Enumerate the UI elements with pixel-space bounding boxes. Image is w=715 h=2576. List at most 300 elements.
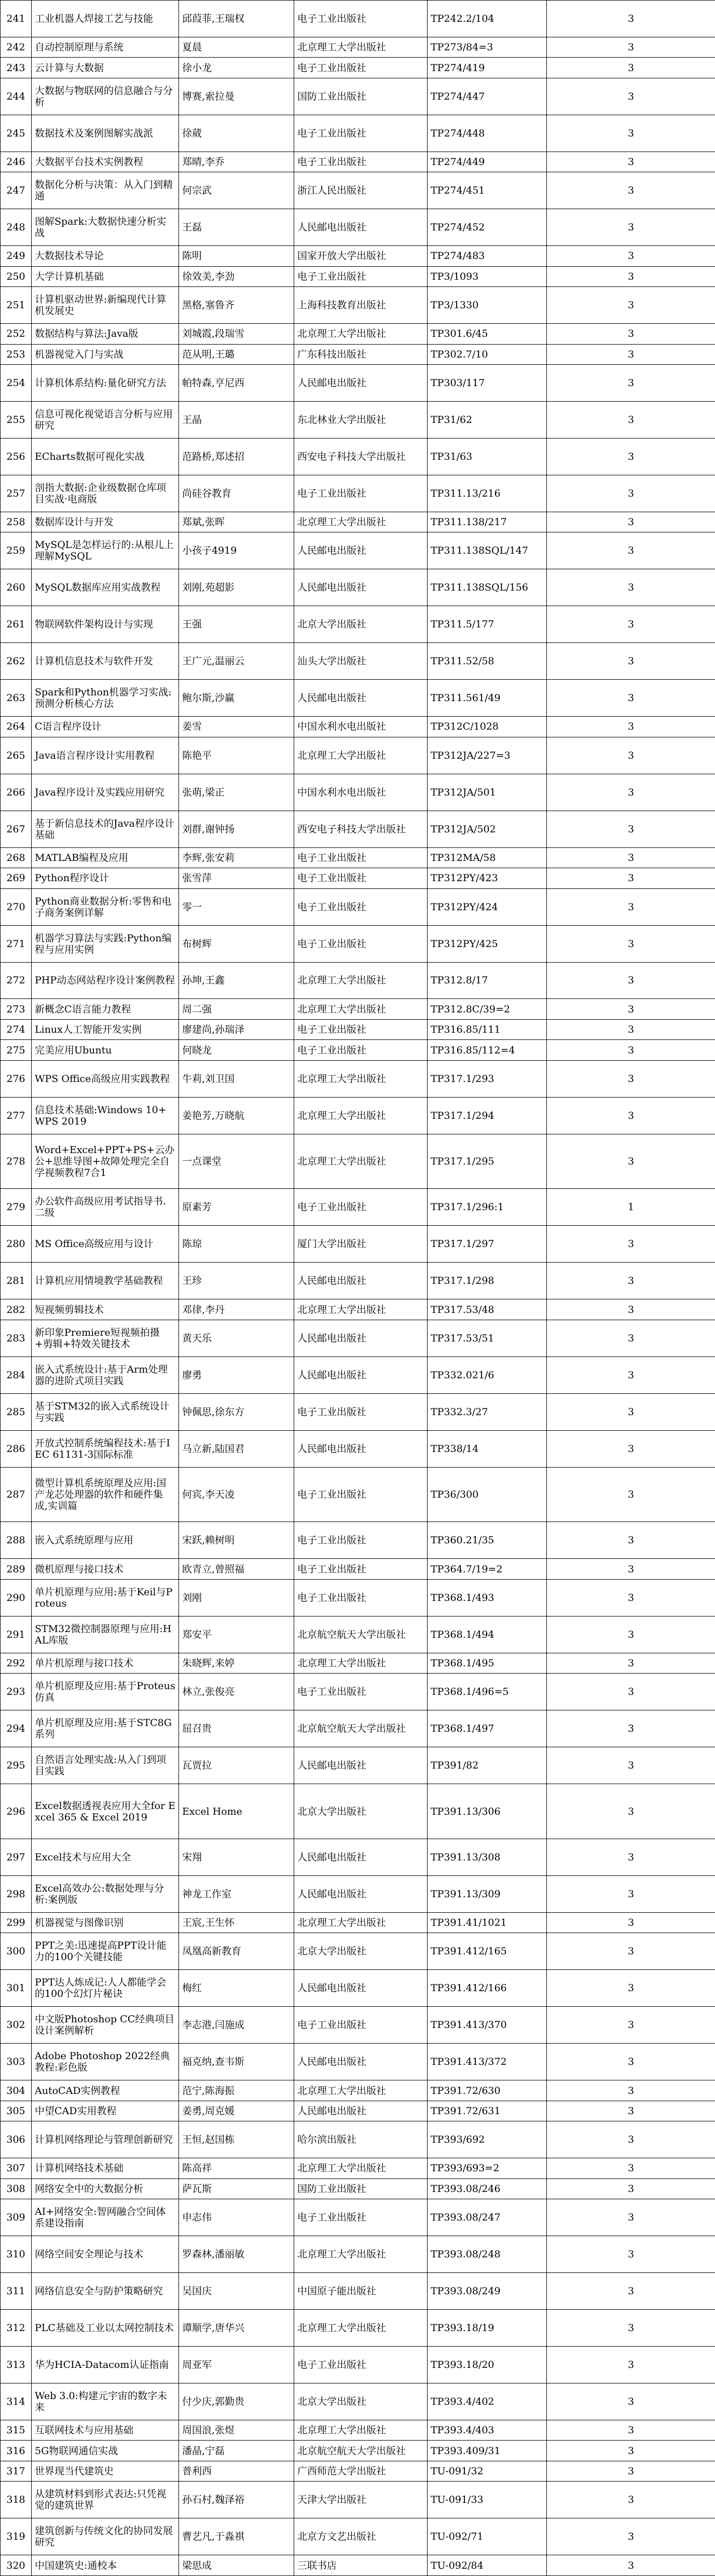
book-call-number: TU-092/84 — [428, 2555, 547, 2576]
book-call-number: TP332.3/27 — [428, 1393, 547, 1430]
book-author: 宋跃,赖树明 — [179, 1522, 294, 1559]
book-number: 279 — [1, 1189, 32, 1226]
book-publisher: 电子工业出版社 — [294, 1579, 428, 1616]
book-number: 243 — [1, 58, 32, 78]
book-quantity: 3 — [547, 2121, 715, 2158]
book-author: 神龙工作室 — [179, 1875, 294, 1912]
book-call-number: TP391.72/631 — [428, 2101, 547, 2121]
book-author: 刘城霞,段瑞雪 — [179, 324, 294, 344]
book-call-number: TP393.08/248 — [428, 2236, 547, 2273]
table-row — [1, 266, 715, 286]
book-quantity: 3 — [547, 401, 715, 438]
table-row — [1, 1299, 715, 1320]
table-row — [1, 246, 715, 266]
book-quantity: 3 — [547, 2272, 715, 2309]
book-call-number: TP311.52/58 — [428, 643, 547, 680]
book-number: 283 — [1, 1320, 32, 1356]
book-number: 317 — [1, 2461, 32, 2481]
book-author: 马立新,陆国君 — [179, 1430, 294, 1467]
table-row — [1, 2383, 715, 2420]
table-row — [1, 1559, 715, 1579]
book-call-number: TP274/448 — [428, 115, 547, 152]
book-author: 宋翔 — [179, 1839, 294, 1875]
book-call-number: TP316.85/112=4 — [428, 1040, 547, 1060]
book-author: 徐小龙 — [179, 58, 294, 78]
book-title: 单片机原理及应用:基于Proteus仿真 — [32, 1674, 179, 1710]
book-publisher: 北京大学出版社 — [294, 1933, 428, 1970]
book-title: 开放式控制系统编程技术:基于IEC 61131-3国际标准 — [32, 1430, 179, 1467]
table-row — [1, 569, 715, 606]
book-number: 291 — [1, 1616, 32, 1653]
book-author: 零一 — [179, 888, 294, 925]
book-number: 271 — [1, 925, 32, 962]
book-author: 鲍尔斯,沙赢 — [179, 680, 294, 717]
book-author: 周亚军 — [179, 2346, 294, 2383]
book-call-number: TP391.412/166 — [428, 1970, 547, 2007]
book-quantity: 3 — [547, 78, 715, 115]
book-call-number: TP274/447 — [428, 78, 547, 115]
book-publisher: 北京理工大学出版社 — [294, 999, 428, 1019]
book-call-number: TP303/117 — [428, 364, 547, 401]
book-publisher: 人民邮电出版社 — [294, 1875, 428, 1912]
book-number: 299 — [1, 1912, 32, 1933]
book-call-number: TU-091/32 — [428, 2461, 547, 2481]
book-publisher: 人民邮电出版社 — [294, 532, 428, 569]
book-publisher: 北京方文艺出版社 — [294, 2518, 428, 2555]
table-row — [1, 1356, 715, 1393]
book-quantity: 3 — [547, 1747, 715, 1784]
book-number: 275 — [1, 1040, 32, 1060]
book-title: 信息可视化视觉语言分析与应用研究 — [32, 401, 179, 438]
book-call-number: TP391.41/1021 — [428, 1912, 547, 1933]
book-author: 何晓龙 — [179, 1040, 294, 1060]
book-quantity: 3 — [547, 1616, 715, 1653]
book-call-number: TP31/62 — [428, 401, 547, 438]
book-title: 办公软件高级应用考试指导书.二级 — [32, 1189, 179, 1226]
book-quantity: 3 — [547, 1710, 715, 1747]
book-number: 246 — [1, 152, 32, 172]
book-number: 251 — [1, 287, 32, 324]
table-row — [1, 2178, 715, 2199]
book-number: 248 — [1, 209, 32, 246]
book-author: 李志港,闫施成 — [179, 2007, 294, 2044]
book-call-number: TP311.138SQL/147 — [428, 532, 547, 569]
book-title: 云计算与大数据 — [32, 58, 179, 78]
book-author: 范从明,王璐 — [179, 344, 294, 364]
book-number: 255 — [1, 401, 32, 438]
book-call-number: TP393.18/19 — [428, 2309, 547, 2346]
book-call-number: TP274/419 — [428, 58, 547, 78]
book-call-number: TP332.021/6 — [428, 1356, 547, 1393]
book-call-number: TP317.1/298 — [428, 1263, 547, 1299]
book-quantity: 3 — [547, 1579, 715, 1616]
book-author: 张雪萍 — [179, 868, 294, 888]
table-row — [1, 1747, 715, 1784]
book-publisher: 北京理工大学出版社 — [294, 1134, 428, 1189]
book-title: Excel数据透视表应用大全for Excel 365 & Excel 2019 — [32, 1784, 179, 1839]
book-number: 263 — [1, 680, 32, 717]
book-call-number: TP316.85/111 — [428, 1019, 547, 1039]
book-call-number: TP274/452 — [428, 209, 547, 246]
book-publisher: 人民邮电出版社 — [294, 1970, 428, 2007]
book-number: 267 — [1, 811, 32, 847]
table-row — [1, 2080, 715, 2101]
book-call-number: TP312JA/227=3 — [428, 737, 547, 774]
book-number: 320 — [1, 2555, 32, 2576]
table-row — [1, 1970, 715, 2007]
table-row — [1, 2236, 715, 2273]
book-call-number: TP368.1/494 — [428, 1616, 547, 1653]
table-row — [1, 2461, 715, 2481]
book-quantity: 3 — [547, 1522, 715, 1559]
book-publisher: 中国原子能出版社 — [294, 2272, 428, 2309]
book-author: 梅红 — [179, 1970, 294, 2007]
table-row — [1, 115, 715, 152]
book-number: 287 — [1, 1467, 32, 1522]
book-quantity: 3 — [547, 888, 715, 925]
book-call-number: TP368.1/493 — [428, 1579, 547, 1616]
book-author: 罗森林,潘丽敏 — [179, 2236, 294, 2273]
book-title: 数据化分析与决策：从入门到精通 — [32, 172, 179, 209]
book-title: 嵌入式系统设计:基于Arm处理器的进阶式项目实践 — [32, 1356, 179, 1393]
book-quantity: 3 — [547, 2044, 715, 2080]
book-publisher: 人民邮电出版社 — [294, 1320, 428, 1356]
book-publisher: 电子工业出版社 — [294, 152, 428, 172]
book-publisher: 电子工业出版社 — [294, 1522, 428, 1559]
book-publisher: 电子工业出版社 — [294, 2346, 428, 2383]
book-author: 郑斌,张晖 — [179, 512, 294, 532]
book-number: 280 — [1, 1226, 32, 1263]
book-title: 自然语言处理实战:从入门到项目实践 — [32, 1747, 179, 1784]
book-call-number: TP391.413/370 — [428, 2007, 547, 2044]
book-number: 308 — [1, 2178, 32, 2199]
book-author: 潘晶,宁磊 — [179, 2441, 294, 2461]
book-author: 朱晓辉,来婷 — [179, 1653, 294, 1673]
table-row — [1, 2101, 715, 2121]
book-author: 凤凰高新教育 — [179, 1933, 294, 1970]
book-publisher: 电子工业出版社 — [294, 925, 428, 962]
table-row — [1, 2272, 715, 2309]
book-title: 大学计算机基础 — [32, 266, 179, 286]
table-row — [1, 287, 715, 324]
book-title: 数据技术及案例图解实战派 — [32, 115, 179, 152]
book-author: 姜艳芳,万晓航 — [179, 1097, 294, 1134]
book-call-number: TP312JA/501 — [428, 774, 547, 811]
book-publisher: 北京理工大学出版社 — [294, 512, 428, 532]
table-row — [1, 847, 715, 868]
book-title: 建筑创新与传统文化的协同发展研究 — [32, 2518, 179, 2555]
book-call-number: TP242.2/104 — [428, 1, 547, 37]
book-quantity: 3 — [547, 1674, 715, 1710]
book-quantity: 3 — [547, 2158, 715, 2178]
book-author: 黑格,塞鲁齐 — [179, 287, 294, 324]
table-row — [1, 344, 715, 364]
book-author: 瓦贾拉 — [179, 1747, 294, 1784]
book-author: 帕特森,亨尼西 — [179, 364, 294, 401]
book-number: 282 — [1, 1299, 32, 1320]
book-title: 信息技术基础:Windows 10+WPS 2019 — [32, 1097, 179, 1134]
book-number: 298 — [1, 1875, 32, 1912]
table-row — [1, 1263, 715, 1299]
book-title: MATLAB编程及应用 — [32, 847, 179, 868]
book-publisher: 西安电子科技大学出版社 — [294, 438, 428, 475]
book-quantity: 3 — [547, 2346, 715, 2383]
book-author: Excel Home — [179, 1784, 294, 1839]
book-title: 计算机体系结构:量化研究方法 — [32, 364, 179, 401]
book-author: 周二强 — [179, 999, 294, 1019]
book-quantity: 3 — [547, 152, 715, 172]
book-publisher: 北京大学出版社 — [294, 2383, 428, 2420]
book-title: 工业机器人焊接工艺与技能 — [32, 1, 179, 37]
book-call-number: TP393.4/402 — [428, 2383, 547, 2420]
book-number: 284 — [1, 1356, 32, 1393]
book-quantity: 3 — [547, 1430, 715, 1467]
table-row — [1, 1674, 715, 1710]
book-publisher: 电子工业出版社 — [294, 868, 428, 888]
book-quantity: 3 — [547, 1, 715, 37]
table-row — [1, 2420, 715, 2440]
table-row — [1, 1060, 715, 1097]
book-publisher: 人民邮电出版社 — [294, 1430, 428, 1467]
book-title: STM32微控制器原理与应用:HAL库版 — [32, 1616, 179, 1653]
book-quantity: 3 — [547, 1040, 715, 1060]
book-number: 288 — [1, 1522, 32, 1559]
book-quantity: 3 — [547, 680, 715, 717]
book-title: 单片机原理与应用:基于Keil与Proteus — [32, 1579, 179, 1616]
table-row — [1, 78, 715, 115]
book-author: 何宾,李天凌 — [179, 1467, 294, 1522]
book-call-number: TP391.413/372 — [428, 2044, 547, 2080]
book-number: 277 — [1, 1097, 32, 1134]
book-title: 大数据与物联网的信息融合与分析 — [32, 78, 179, 115]
book-call-number: TP312PY/424 — [428, 888, 547, 925]
book-number: 307 — [1, 2158, 32, 2178]
book-number: 305 — [1, 2101, 32, 2121]
book-publisher: 电子工业出版社 — [294, 1189, 428, 1226]
book-number: 285 — [1, 1393, 32, 1430]
book-quantity: 3 — [547, 246, 715, 266]
book-publisher: 广西师范大学出版社 — [294, 2461, 428, 2481]
book-author: 王强 — [179, 606, 294, 643]
book-title: AutoCAD实例教程 — [32, 2080, 179, 2101]
book-number: 306 — [1, 2121, 32, 2158]
book-call-number: TP391.412/165 — [428, 1933, 547, 1970]
book-number: 301 — [1, 1970, 32, 2007]
book-publisher: 北京大学出版社 — [294, 1784, 428, 1839]
book-author: 范路桥,郑述招 — [179, 438, 294, 475]
book-number: 293 — [1, 1674, 32, 1710]
book-publisher: 北京理工大学出版社 — [294, 2420, 428, 2440]
book-title: 从建筑材料到形式表达:只凭视觉的建筑世界 — [32, 2482, 179, 2518]
book-call-number: TP273/84=3 — [428, 37, 547, 57]
book-number: 249 — [1, 246, 32, 266]
book-quantity: 3 — [547, 58, 715, 78]
table-row — [1, 1579, 715, 1616]
book-author: 梁思成 — [179, 2555, 294, 2576]
book-publisher: 人民邮电出版社 — [294, 1839, 428, 1875]
table-row — [1, 811, 715, 847]
book-call-number: TP364.7/19=2 — [428, 1559, 547, 1579]
book-call-number: TP312PY/425 — [428, 925, 547, 962]
book-title: 机器视觉入门与实战 — [32, 344, 179, 364]
book-title: MySQL数据库应用实战教程 — [32, 569, 179, 606]
book-call-number: TP3/1330 — [428, 287, 547, 324]
book-title: 微机原理与接口技术 — [32, 1559, 179, 1579]
table-row — [1, 1320, 715, 1356]
book-publisher: 电子工业出版社 — [294, 1393, 428, 1430]
book-publisher: 人民邮电出版社 — [294, 569, 428, 606]
book-publisher: 北京理工大学出版社 — [294, 2158, 428, 2178]
book-publisher: 浙江人民出版社 — [294, 172, 428, 209]
book-title: C语言程序设计 — [32, 717, 179, 737]
book-number: 261 — [1, 606, 32, 643]
book-publisher: 北京大学出版社 — [294, 606, 428, 643]
book-author: 原素芳 — [179, 1189, 294, 1226]
book-number: 318 — [1, 2482, 32, 2518]
book-author: 邓律,李丹 — [179, 1299, 294, 1320]
book-quantity: 3 — [547, 1784, 715, 1839]
book-author: 刘刚 — [179, 1579, 294, 1616]
book-quantity: 3 — [547, 962, 715, 999]
book-quantity: 3 — [547, 2309, 715, 2346]
book-number: 286 — [1, 1430, 32, 1467]
book-publisher: 人民邮电出版社 — [294, 209, 428, 246]
table-row — [1, 2158, 715, 2178]
table-row — [1, 1019, 715, 1039]
book-call-number: TP311.5/177 — [428, 606, 547, 643]
book-number: 247 — [1, 172, 32, 209]
book-quantity: 3 — [547, 1970, 715, 2007]
book-publisher: 北京航空航天大学出版社 — [294, 1616, 428, 1653]
book-author: 钟佩思,徐东方 — [179, 1393, 294, 1430]
book-number: 314 — [1, 2383, 32, 2420]
book-author: 屈召贵 — [179, 1710, 294, 1747]
book-number: 270 — [1, 888, 32, 925]
book-publisher: 哈尔滨出版社 — [294, 2121, 428, 2158]
book-author: 付少庆,郭勤贵 — [179, 2383, 294, 2420]
book-title: Spark和Python机器学习实战:预测分析核心方法 — [32, 680, 179, 717]
book-title: 网络信息安全与防护策略研究 — [32, 2272, 179, 2309]
book-publisher: 电子工业出版社 — [294, 2007, 428, 2044]
book-quantity: 3 — [547, 847, 715, 868]
table-row — [1, 1189, 715, 1226]
book-author: 王广元,温丽云 — [179, 643, 294, 680]
book-title: MS Office高级应用与设计 — [32, 1226, 179, 1263]
book-number: 273 — [1, 999, 32, 1019]
book-call-number: TP317.1/294 — [428, 1097, 547, 1134]
book-quantity: 3 — [547, 172, 715, 209]
book-publisher: 电子工业出版社 — [294, 1467, 428, 1522]
book-author: 萨瓦斯 — [179, 2178, 294, 2199]
book-quantity: 3 — [547, 1356, 715, 1393]
book-title: Java程序设计及实践应用研究 — [32, 774, 179, 811]
book-call-number: TP274/483 — [428, 246, 547, 266]
book-title: Java语言程序设计实用教程 — [32, 737, 179, 774]
book-title: PLC基础及工业以太网控制技术 — [32, 2309, 179, 2346]
book-number: 250 — [1, 266, 32, 286]
book-publisher: 北京理工大学出版社 — [294, 2309, 428, 2346]
book-call-number: TP317.1/297 — [428, 1226, 547, 1263]
book-author: 郑安平 — [179, 1616, 294, 1653]
book-quantity: 3 — [547, 2199, 715, 2236]
book-number: 264 — [1, 717, 32, 737]
book-title: 世界现当代建筑史 — [32, 2461, 179, 2481]
book-call-number: TP368.1/495 — [428, 1653, 547, 1673]
table-row — [1, 58, 715, 78]
table-row — [1, 2555, 715, 2576]
book-title: PHP动态网站程序设计案例教程 — [32, 962, 179, 999]
book-call-number: TP274/449 — [428, 152, 547, 172]
book-title: 单片机原理与接口技术 — [32, 1653, 179, 1673]
book-quantity: 3 — [547, 1933, 715, 1970]
book-call-number: TP360.21/35 — [428, 1522, 547, 1559]
book-publisher: 北京理工大学出版社 — [294, 1912, 428, 1933]
book-publisher: 厦门大学出版社 — [294, 1226, 428, 1263]
book-call-number: TP274/451 — [428, 172, 547, 209]
book-number: 242 — [1, 37, 32, 57]
book-publisher: 电子工业出版社 — [294, 1, 428, 37]
book-number: 309 — [1, 2199, 32, 2236]
book-call-number: TP36/300 — [428, 1467, 547, 1522]
book-title: 单片机原理及应用:基于STC8G系列 — [32, 1710, 179, 1747]
book-author: 夏晨 — [179, 37, 294, 57]
book-publisher: 东北林业大学出版社 — [294, 401, 428, 438]
table-row — [1, 1430, 715, 1467]
book-quantity: 3 — [547, 1226, 715, 1263]
book-number: 257 — [1, 475, 32, 512]
table-row — [1, 2044, 715, 2080]
book-quantity: 3 — [547, 2080, 715, 2101]
book-title: Web 3.0:构建元宇宙的数字未来 — [32, 2383, 179, 2420]
book-quantity: 3 — [547, 438, 715, 475]
book-number: 278 — [1, 1134, 32, 1189]
book-number: 303 — [1, 2044, 32, 2080]
book-title: 基于新信息技术的Java程序设计基础 — [32, 811, 179, 847]
book-number: 315 — [1, 2420, 32, 2440]
book-quantity: 3 — [547, 1912, 715, 1933]
book-number: 254 — [1, 364, 32, 401]
book-quantity: 3 — [547, 999, 715, 1019]
book-number: 316 — [1, 2441, 32, 2461]
book-number: 265 — [1, 737, 32, 774]
book-title: 5G物联网通信实战 — [32, 2441, 179, 2461]
book-author: 刘刚,苑超影 — [179, 569, 294, 606]
book-call-number: TP311.138SQL/156 — [428, 569, 547, 606]
table-row — [1, 512, 715, 532]
book-publisher: 北京理工大学出版社 — [294, 2080, 428, 2101]
book-quantity: 3 — [547, 344, 715, 364]
book-title: 自动控制原理与系统 — [32, 37, 179, 57]
book-quantity: 3 — [547, 2236, 715, 2273]
book-author: 黄天乐 — [179, 1320, 294, 1356]
book-publisher: 国家开放大学出版社 — [294, 246, 428, 266]
book-author: 姜雪 — [179, 717, 294, 737]
table-row — [1, 1839, 715, 1875]
book-author: 姜勇,周克媛 — [179, 2101, 294, 2121]
book-title: 大数据技术导论 — [32, 246, 179, 266]
book-call-number: TU-091/33 — [428, 2482, 547, 2518]
book-title: 计算机网络技术基础 — [32, 2158, 179, 2178]
book-publisher: 北京理工大学出版社 — [294, 962, 428, 999]
book-publisher: 北京理工大学出版社 — [294, 2236, 428, 2273]
book-publisher: 电子工业出版社 — [294, 888, 428, 925]
book-publisher: 北京理工大学出版社 — [294, 324, 428, 344]
book-quantity: 3 — [547, 1320, 715, 1356]
book-publisher: 广东科技出版社 — [294, 344, 428, 364]
book-title: 嵌入式系统原理与应用 — [32, 1522, 179, 1559]
book-call-number: TP311.13/216 — [428, 475, 547, 512]
book-quantity: 3 — [547, 643, 715, 680]
